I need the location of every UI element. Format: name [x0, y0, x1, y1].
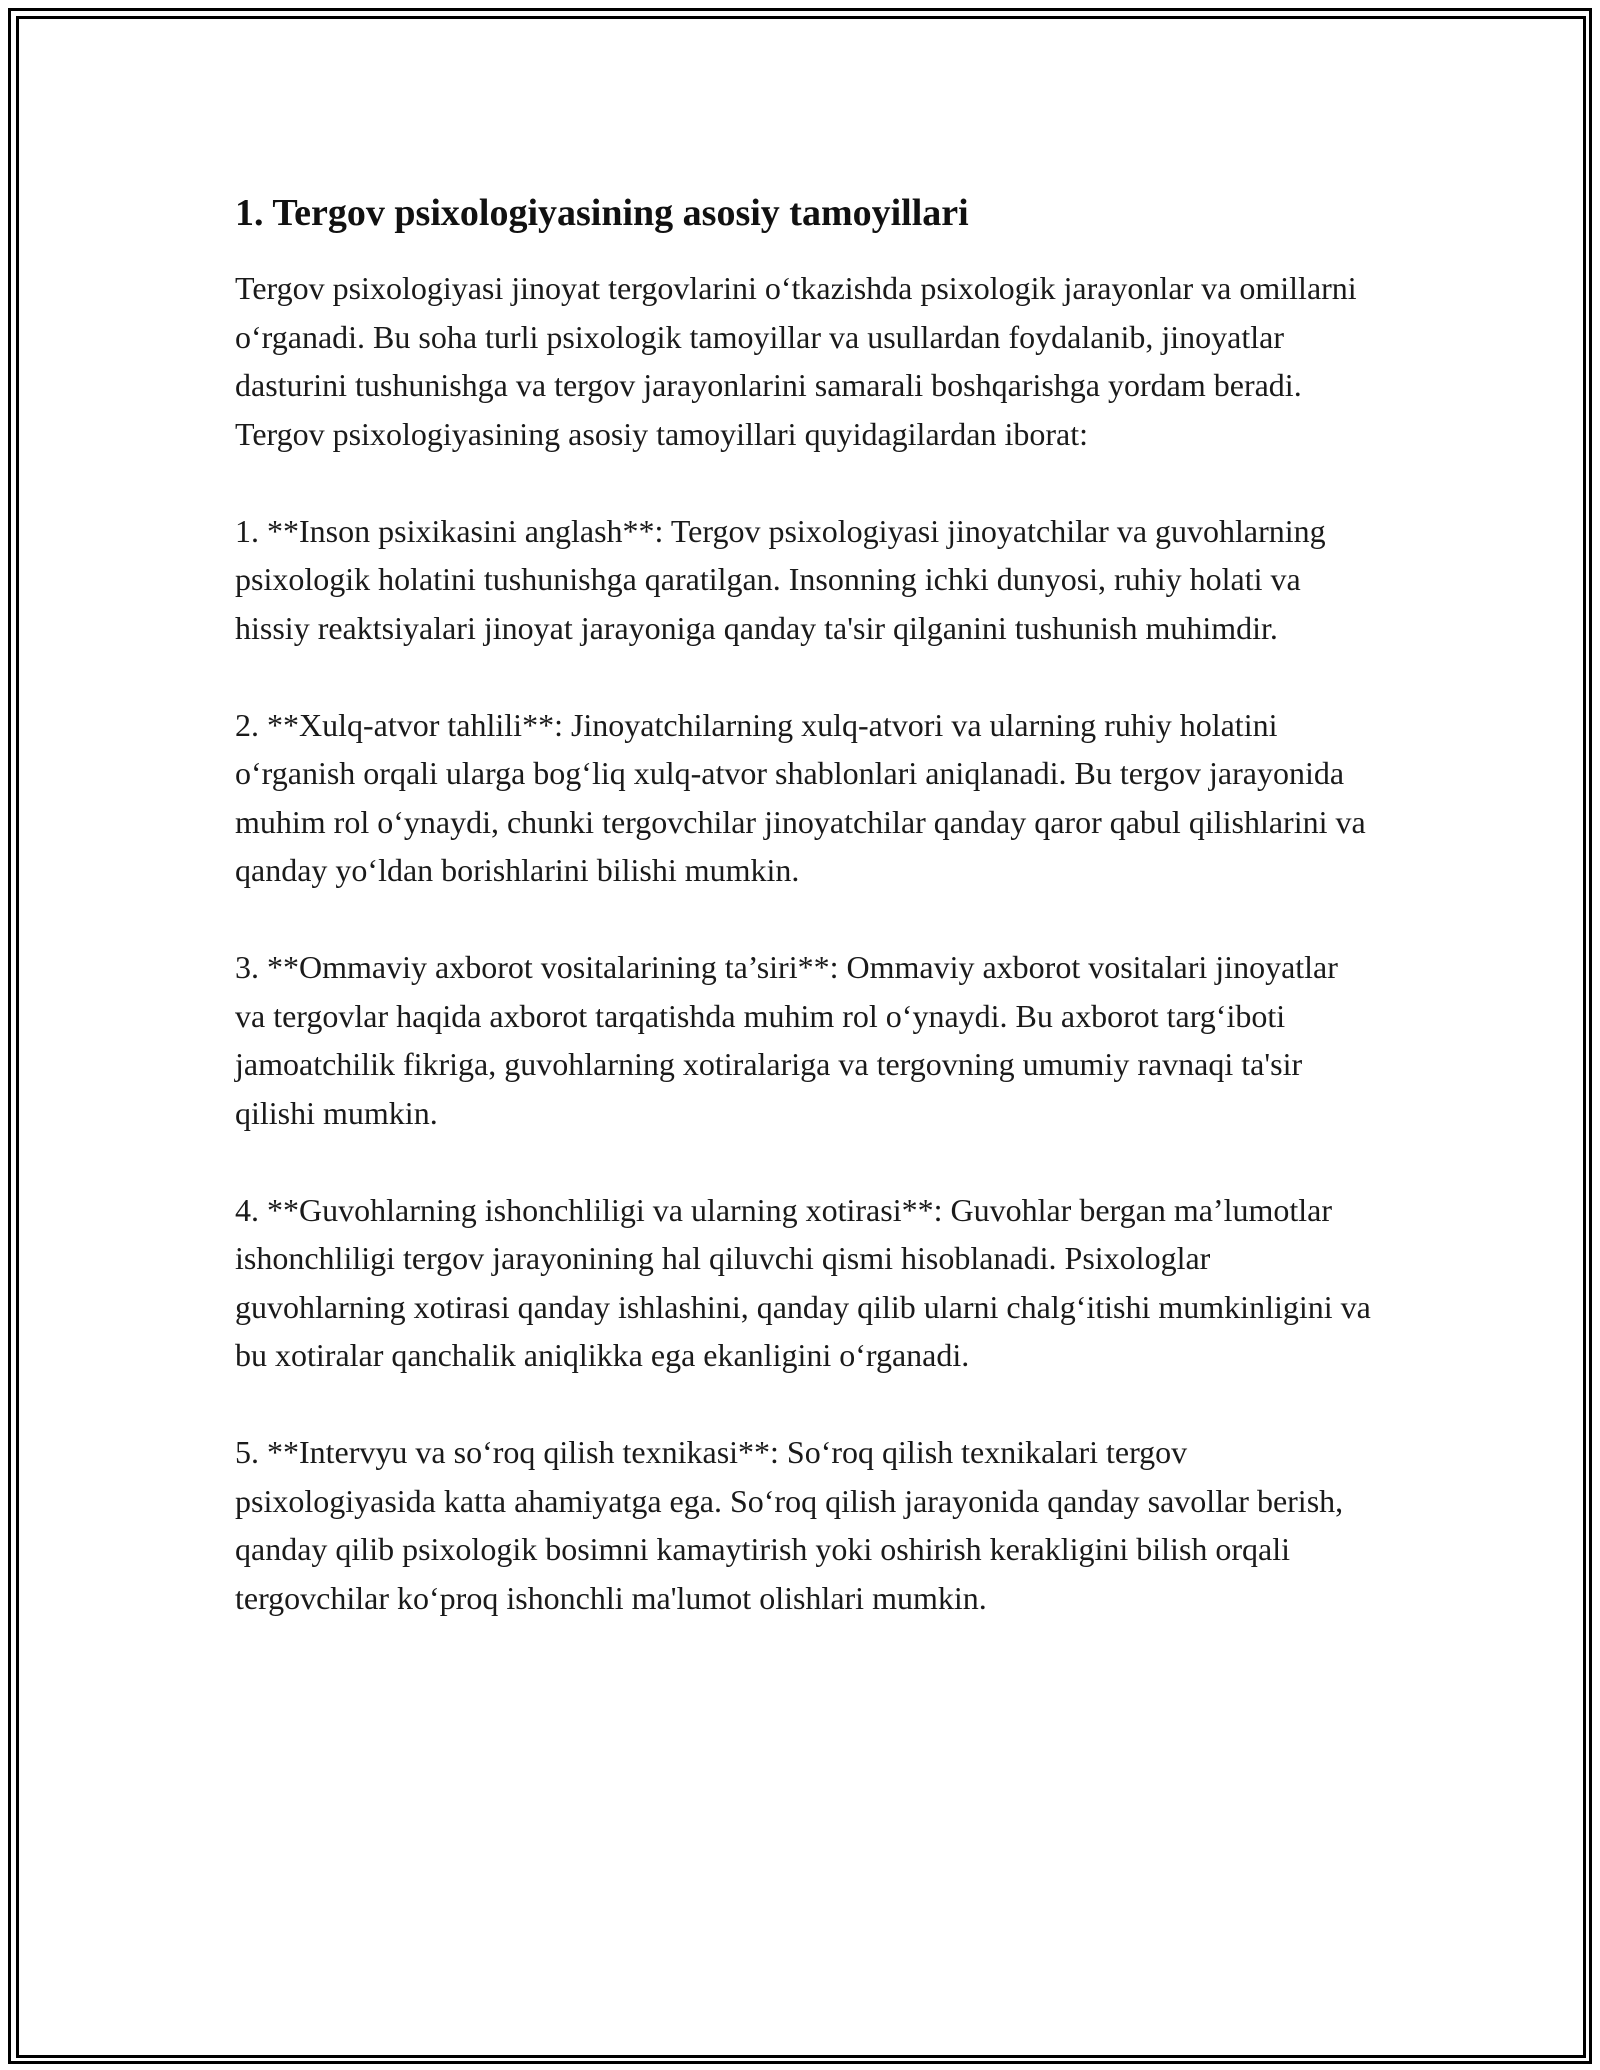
principle-paragraph-4: 4. **Guvohlarning ishonchliligi va ularning xotirasi**: Guvohlar bergan ma’lumotlar ishonchliligi tergov jarayonining hal qiluvchi qismi hisoblanadi. Psixologlar guvohlarning xotirasi qanday ishlashini, qanday qilib ularni chalg‘itishi mumkinligini va bu xotiralar qanchalik aniqlikka ega ekanligini o‘rganadi.	[235, 1191, 1371, 1373]
document-body	[235, 188, 1375, 1671]
principle-paragraph-3: 3. **Ommaviy axborot vositalarining ta’siri**: Ommaviy axborot vositalari jinoyatlar va tergovlar haqida axborot tarqatishda muhim rol o‘ynaydi. Bu axborot targ‘iboti jamoatchilik fikriga, guvohlarning xotiralariga va tergovning umumiy ravnaqi ta'sir qilishi mumkin.	[235, 949, 1338, 1131]
principle-paragraph-5: 5. **Intervyu va so‘roq qilish texnikasi**: So‘roq qilish texnikalari tergov psixologiyasida katta ahamiyatga ega. So‘roq qilish jarayonida qanday savollar berish, qanday qilib psixologik bosimni kamaytirish yoki oshirish kerakligini bilish orqali tergovchilar ko‘proq ishonchli ma'lumot olishlari mumkin.	[235, 1434, 1344, 1616]
section-heading: 1. Tergov psixologiyasining asosiy tamoyillari	[235, 192, 969, 234]
principle-paragraph-2: 2. **Xulq-atvor tahlili**: Jinoyatchilarning xulq-atvori va ularning ruhiy holatini o‘rganish orqali ularga bog‘liq xulq-atvor shablonlari aniqlanadi. Bu tergov jarayonida muhim rol o‘ynaydi, chunki tergovchilar jinoyatchilar qanday qaror qabul qilishlarini va qanday yo‘ldan borishlarini bilishi mumkin.	[235, 706, 1366, 888]
intro-paragraph: Tergov psixologiyasi jinoyat tergovlarini o‘tkazishda psixologik jarayonlar va omillarni o‘rganadi. Bu soha turli psixologik tamoyillar va usullardan foydalanib, jinoyatlar dasturini tushunishga va tergov jarayonlarini samarali boshqarishga yordam beradi. Tergov psixologiyasining asosiy tamoyillari quyidagilardan iborat:	[235, 270, 1357, 452]
principle-paragraph-1: 1. **Inson psixikasini anglash**: Tergov psixologiyasi jinoyatchilar va guvohlarning psixologik holatini tushunishga qaratilgan. Insonning ichki dunyosi, ruhiy holati va hissiy reaktsiyalari jinoyat jarayoniga qanday ta'sir qilganini tushunish muhimdir.	[235, 512, 1326, 646]
